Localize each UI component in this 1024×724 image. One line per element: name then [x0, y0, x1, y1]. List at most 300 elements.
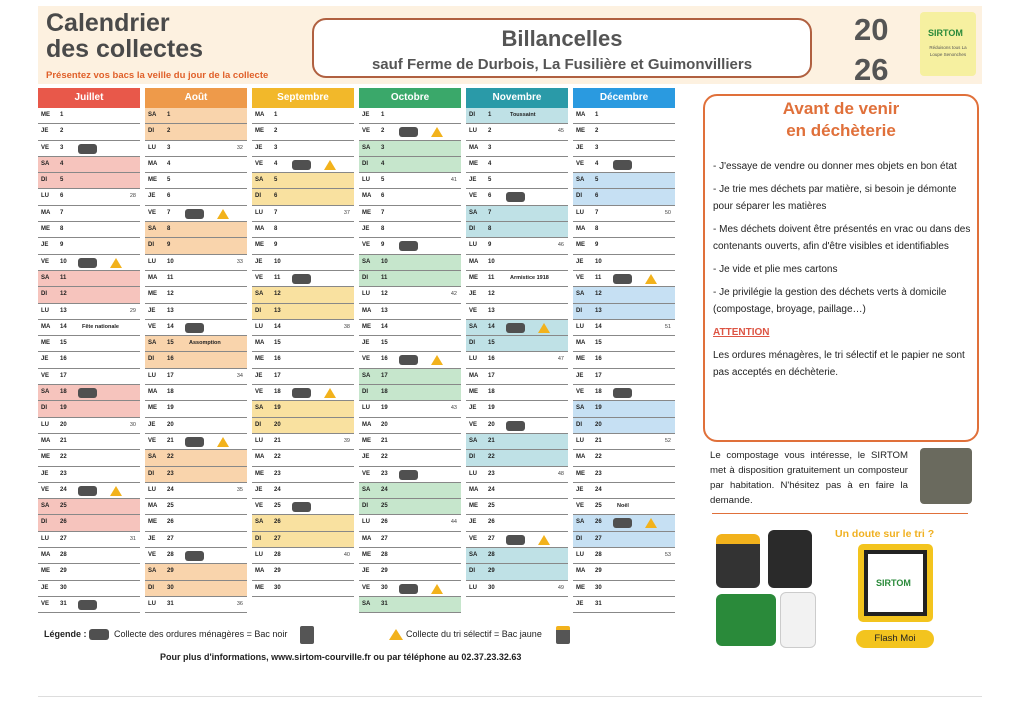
logo-small: Réduisons tous La Loupe Senonches — [929, 45, 967, 57]
day-row — [38, 238, 140, 254]
day-row — [359, 418, 461, 434]
commune-box — [312, 18, 812, 78]
black-bin-marker-icon — [399, 355, 418, 365]
day-number: 12 — [595, 291, 602, 298]
day-number: 25 — [274, 503, 281, 510]
day-name: DI — [469, 454, 475, 461]
day-row — [466, 255, 568, 271]
day-row — [359, 141, 461, 157]
month-column-septembre — [252, 88, 354, 597]
day-row — [573, 271, 675, 287]
black-bin-marker-icon — [78, 388, 97, 398]
day-number: 3 — [488, 144, 492, 151]
day-number: 29 — [381, 568, 388, 575]
black-bin-marker-icon — [613, 274, 632, 284]
day-row — [252, 255, 354, 271]
day-row — [252, 581, 354, 597]
day-name: JE — [41, 242, 49, 249]
day-number: 4 — [595, 160, 599, 167]
day-row — [466, 352, 568, 368]
day-row — [573, 222, 675, 238]
black-bin-marker-icon — [506, 192, 525, 202]
day-name: LU — [255, 437, 263, 444]
day-row — [359, 320, 461, 336]
day-name: SA — [362, 144, 371, 151]
day-row — [38, 369, 140, 385]
day-number: 30 — [60, 584, 67, 591]
day-name: LU — [362, 291, 370, 298]
day-number: 27 — [60, 535, 67, 542]
black-bin-marker-icon — [292, 502, 311, 512]
day-name: VE — [362, 242, 371, 249]
day-name: VE — [362, 584, 371, 591]
day-row — [38, 304, 140, 320]
day-row — [466, 369, 568, 385]
day-number: 20 — [274, 421, 281, 428]
day-number: 6 — [60, 193, 64, 200]
day-row — [252, 385, 354, 401]
day-number: 7 — [595, 209, 599, 216]
day-name: LU — [41, 535, 49, 542]
day-row — [573, 304, 675, 320]
day-row — [252, 173, 354, 189]
day-name: DI — [41, 291, 47, 298]
day-name: JE — [469, 405, 477, 412]
day-number: 7 — [60, 209, 64, 216]
legend — [44, 626, 624, 644]
black-bin-marker-icon — [78, 144, 97, 154]
day-name: DI — [469, 112, 475, 118]
black-bin-marker-icon — [292, 388, 311, 398]
day-number: 31 — [381, 600, 388, 607]
day-row — [145, 434, 247, 450]
day-name: LU — [148, 486, 156, 493]
day-number: 8 — [167, 226, 171, 233]
day-row — [573, 467, 675, 483]
day-row — [573, 255, 675, 271]
day-number: 2 — [595, 128, 599, 135]
day-name: ME — [148, 405, 157, 412]
black-bin-marker-icon — [78, 258, 97, 268]
day-row — [145, 385, 247, 401]
day-number: 16 — [60, 356, 67, 363]
day-number: 14 — [167, 323, 174, 330]
day-name: MA — [255, 568, 265, 575]
day-name: SA — [148, 112, 157, 118]
day-name: SA — [148, 340, 157, 347]
day-number: 9 — [595, 242, 599, 249]
week-number: 29 — [129, 307, 136, 314]
month-column-aout — [145, 88, 247, 613]
day-name: MA — [362, 193, 372, 200]
panel-list — [713, 158, 973, 387]
day-number: 8 — [274, 226, 278, 233]
day-number: 10 — [60, 258, 67, 265]
day-row — [145, 238, 247, 254]
day-row — [38, 450, 140, 466]
day-name: JE — [362, 226, 370, 233]
day-name: ME — [576, 584, 585, 591]
day-number: 27 — [595, 535, 602, 542]
day-row — [38, 532, 140, 548]
panel-item: - Je privilégie la gestion des déchets verts à domicile (compostage, broyage, paillage…) — [713, 287, 947, 315]
day-row — [466, 173, 568, 189]
divider — [38, 696, 982, 697]
month-header: Août — [145, 88, 247, 108]
day-row — [252, 304, 354, 320]
holiday-label: Assomption — [189, 340, 221, 347]
day-number: 16 — [381, 356, 388, 363]
week-number: 35 — [236, 486, 243, 493]
day-row — [38, 499, 140, 515]
day-number: 4 — [167, 160, 171, 167]
qr-code[interactable] — [858, 544, 933, 622]
day-name: JE — [362, 112, 370, 118]
day-name: LU — [362, 519, 370, 526]
day-name: SA — [362, 486, 371, 493]
title-line2: des collectes — [46, 35, 204, 63]
day-number: 29 — [167, 568, 174, 575]
day-number: 20 — [167, 421, 174, 428]
day-row — [573, 564, 675, 580]
day-number: 15 — [274, 340, 281, 347]
day-name: ME — [148, 291, 157, 298]
yellow-bin-marker-icon — [431, 584, 443, 594]
day-row — [573, 108, 675, 124]
legend-yellow-bin: Collecte du tri sélectif = Bac jaune — [406, 629, 542, 639]
day-number: 9 — [167, 242, 171, 249]
day-number: 2 — [167, 128, 171, 135]
day-number: 20 — [595, 421, 602, 428]
day-row — [573, 369, 675, 385]
black-bin-marker-icon — [185, 323, 204, 333]
day-name: SA — [255, 291, 264, 298]
day-number: 9 — [488, 242, 492, 249]
week-number: 49 — [557, 584, 564, 591]
flash-button[interactable]: Flash Moi — [856, 630, 934, 648]
day-name: LU — [148, 258, 156, 265]
day-number: 24 — [60, 486, 67, 493]
day-row — [38, 434, 140, 450]
day-name: LU — [148, 144, 156, 151]
day-row — [359, 157, 461, 173]
day-name: SA — [362, 372, 371, 379]
day-row — [466, 141, 568, 157]
day-row — [466, 418, 568, 434]
day-name: DI — [362, 274, 368, 281]
day-row — [252, 222, 354, 238]
day-name: JE — [362, 454, 370, 461]
day-number: 20 — [381, 421, 388, 428]
day-row — [466, 206, 568, 222]
day-name: MA — [41, 552, 51, 559]
day-number: 24 — [274, 486, 281, 493]
day-number: 23 — [60, 470, 67, 477]
day-name: ME — [255, 128, 264, 135]
day-number: 21 — [595, 437, 602, 444]
day-row — [38, 189, 140, 205]
day-row — [252, 336, 354, 352]
day-number: 1 — [488, 112, 492, 118]
day-number: 1 — [274, 112, 278, 118]
day-row — [145, 483, 247, 499]
day-row — [466, 515, 568, 531]
day-row — [359, 401, 461, 417]
day-name: ME — [255, 584, 264, 591]
day-name: ME — [362, 552, 371, 559]
day-name: DI — [362, 160, 368, 167]
day-row — [145, 369, 247, 385]
day-number: 19 — [60, 405, 67, 412]
day-number: 21 — [167, 437, 174, 444]
day-number: 20 — [60, 421, 67, 428]
day-number: 5 — [167, 177, 171, 184]
day-name: JE — [362, 568, 370, 575]
day-name: VE — [148, 552, 157, 559]
day-row — [359, 369, 461, 385]
day-name: VE — [362, 470, 371, 477]
day-name: LU — [576, 209, 584, 216]
day-name: VE — [41, 258, 50, 265]
day-row — [145, 304, 247, 320]
yellow-bin-marker-icon — [431, 355, 443, 365]
day-name: SA — [41, 160, 50, 167]
day-name: VE — [576, 503, 585, 510]
day-row — [252, 564, 354, 580]
day-name: ME — [148, 177, 157, 184]
week-number: 37 — [343, 209, 350, 216]
panel-item: - Je trie mes déchets par matière, si besoin je démonte pour séparer les matières — [713, 184, 957, 212]
logo-text: SIRTOM — [928, 28, 963, 38]
day-name: ME — [469, 503, 478, 510]
day-name: VE — [148, 323, 157, 330]
day-number: 28 — [488, 552, 495, 559]
day-number: 22 — [60, 454, 67, 461]
day-name: MA — [255, 454, 265, 461]
day-name: LU — [469, 242, 477, 249]
day-row — [252, 189, 354, 205]
day-name: ME — [362, 209, 371, 216]
day-row — [359, 597, 461, 613]
day-number: 30 — [274, 584, 281, 591]
day-name: MA — [41, 437, 51, 444]
day-row — [252, 141, 354, 157]
day-row — [359, 483, 461, 499]
day-name: SA — [362, 600, 371, 607]
day-row — [145, 467, 247, 483]
day-number: 4 — [381, 160, 385, 167]
day-row — [145, 499, 247, 515]
day-number: 12 — [167, 291, 174, 298]
day-row — [359, 238, 461, 254]
day-number: 23 — [381, 470, 388, 477]
day-number: 14 — [595, 323, 602, 330]
commune-name: Billancelles — [501, 26, 623, 51]
day-name: VE — [255, 389, 264, 396]
day-number: 2 — [381, 128, 385, 135]
legend-title: Légende : — [44, 629, 87, 639]
day-name: JE — [469, 291, 477, 298]
week-number: 53 — [664, 552, 671, 559]
yellow-bin-marker-icon — [645, 274, 657, 284]
day-number: 17 — [274, 372, 281, 379]
day-row — [573, 532, 675, 548]
qr-text: SIRTOM — [876, 578, 911, 588]
day-name: JE — [255, 258, 263, 265]
day-row — [573, 515, 675, 531]
day-row — [573, 189, 675, 205]
day-name: VE — [255, 274, 264, 281]
day-row — [38, 352, 140, 368]
day-row — [573, 418, 675, 434]
day-row — [359, 434, 461, 450]
day-row — [573, 238, 675, 254]
attention-title: ATTENTION — [713, 327, 770, 338]
day-row — [466, 336, 568, 352]
day-name: LU — [362, 405, 370, 412]
day-row — [573, 401, 675, 417]
day-name: SA — [148, 454, 157, 461]
black-bin-marker-icon — [292, 160, 311, 170]
day-name: DI — [469, 568, 475, 575]
day-number: 26 — [60, 519, 67, 526]
day-number: 8 — [381, 226, 385, 233]
day-number: 28 — [274, 552, 281, 559]
day-name: LU — [362, 177, 370, 184]
day-name: DI — [41, 177, 47, 184]
day-name: JE — [41, 128, 49, 135]
day-number: 9 — [274, 242, 278, 249]
day-row — [466, 467, 568, 483]
day-row — [359, 515, 461, 531]
black-bin-marker-icon — [399, 470, 418, 480]
day-name: SA — [576, 177, 585, 184]
week-number: 34 — [236, 372, 243, 379]
day-number: 8 — [595, 226, 599, 233]
day-row — [38, 255, 140, 271]
day-row — [38, 581, 140, 597]
day-row — [466, 532, 568, 548]
day-number: 11 — [488, 274, 495, 281]
week-number: 50 — [664, 209, 671, 216]
day-number: 30 — [488, 584, 495, 591]
day-number: 18 — [488, 389, 495, 396]
day-row — [145, 336, 247, 352]
day-row — [252, 157, 354, 173]
day-row — [466, 304, 568, 320]
day-row — [252, 238, 354, 254]
day-row — [145, 287, 247, 303]
day-name: SA — [469, 437, 478, 444]
day-number: 7 — [381, 209, 385, 216]
day-row — [145, 581, 247, 597]
day-name: ME — [41, 568, 50, 575]
day-number: 4 — [60, 160, 64, 167]
day-name: SA — [469, 552, 478, 559]
day-name: JE — [362, 340, 370, 347]
day-row — [145, 255, 247, 271]
day-number: 3 — [60, 144, 64, 151]
day-name: DI — [148, 470, 154, 477]
day-number: 16 — [595, 356, 602, 363]
day-row — [252, 483, 354, 499]
day-number: 18 — [60, 389, 67, 396]
day-number: 12 — [60, 291, 67, 298]
day-name: LU — [255, 552, 263, 559]
panel-item: - J'essaye de vendre ou donner mes objets en bon état — [713, 161, 957, 172]
day-name: JE — [576, 144, 584, 151]
day-number: 31 — [595, 600, 602, 607]
day-number: 17 — [488, 372, 495, 379]
day-name: JE — [576, 258, 584, 265]
day-name: MA — [576, 112, 586, 118]
day-number: 27 — [274, 535, 281, 542]
day-number: 16 — [274, 356, 281, 363]
day-row — [573, 548, 675, 564]
day-number: 22 — [488, 454, 495, 461]
day-name: JE — [41, 584, 49, 591]
day-row — [145, 450, 247, 466]
black-bin-marker-icon — [78, 600, 97, 610]
day-name: ME — [148, 519, 157, 526]
day-row — [252, 320, 354, 336]
day-row — [573, 287, 675, 303]
day-name: JE — [148, 421, 156, 428]
day-number: 21 — [60, 437, 67, 444]
panel-title — [705, 98, 977, 142]
day-name: JE — [576, 486, 584, 493]
day-name: SA — [576, 405, 585, 412]
day-row — [359, 564, 461, 580]
day-name: MA — [469, 258, 479, 265]
week-number: 44 — [450, 519, 457, 526]
day-number: 21 — [381, 437, 388, 444]
day-row — [38, 320, 140, 336]
panel-item: - Mes déchets doivent être présentés en vrac ou dans des contenants ouverts, afin d'être visibles et identifiables — [713, 224, 971, 252]
day-name: MA — [41, 323, 51, 330]
day-name: ME — [255, 356, 264, 363]
week-number: 39 — [343, 437, 350, 444]
day-row — [359, 385, 461, 401]
day-row — [359, 222, 461, 238]
week-number: 52 — [664, 437, 671, 444]
day-row — [466, 320, 568, 336]
day-row — [466, 385, 568, 401]
day-number: 14 — [274, 323, 281, 330]
day-number: 7 — [274, 209, 278, 216]
day-row — [38, 271, 140, 287]
day-row — [145, 597, 247, 613]
day-number: 27 — [381, 535, 388, 542]
day-name: ME — [41, 226, 50, 233]
month-header: Septembre — [252, 88, 354, 108]
day-row — [466, 108, 568, 124]
day-number: 5 — [595, 177, 599, 184]
day-row — [573, 124, 675, 140]
day-row — [359, 304, 461, 320]
day-name: MA — [362, 307, 372, 314]
day-number: 2 — [274, 128, 278, 135]
day-number: 13 — [167, 307, 174, 314]
day-number: 1 — [381, 112, 385, 118]
day-name: VE — [362, 128, 371, 135]
black-bin-marker-icon — [399, 584, 418, 594]
week-number: 38 — [343, 323, 350, 330]
black-bin-marker-icon — [613, 388, 632, 398]
day-number: 16 — [488, 356, 495, 363]
day-row — [466, 548, 568, 564]
day-name: ME — [576, 242, 585, 249]
